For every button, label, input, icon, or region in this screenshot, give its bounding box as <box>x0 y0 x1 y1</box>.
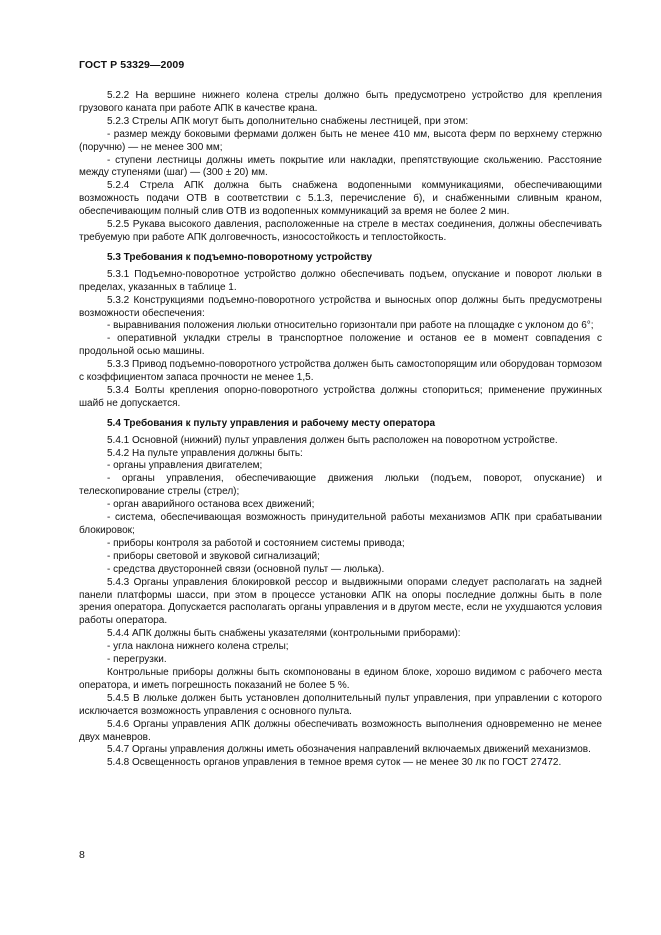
list-item: - выравнивания положения люльки относительно горизонтали при работе на площадке с уклоном до 6°; <box>107 320 594 332</box>
paragraph-5-2-4: 5.2.4 Стрела АПК должна быть снабжена водопенными коммуникациями, обеспечивающими возможность подачи ОТВ в соответствии с 5.1.3, перечисление б), и снабженными сливным краном, обеспечивающим полный слив ОТВ из водопенных коммуникаций за время не более 2 мин. <box>79 180 602 218</box>
paragraph-instruments: Контрольные приборы должны быть скомпонованы в едином блоке, хорошо видимом с рабочего места оператора, и иметь погрешность показаний не более 5 %. <box>79 666 602 691</box>
list-item: - ступени лестницы должны иметь покрытие или накладки, препятствующие скольжению. Расстояние между ступенями (шаг) — (300 ± 20) мм. <box>79 154 602 179</box>
paragraph-5-2-5: 5.2.5 Рукава высокого давления, расположенные на стреле в местах соединения, должны обеспечивать требуемую при работе АПК долговечность, износостойкость и теплостойкость. <box>79 219 602 243</box>
paragraph-5-4-2: 5.4.2 На пульте управления должны быть: <box>107 447 303 459</box>
list-item: - средства двусторонней связи (основной пульт — люлька). <box>107 563 385 575</box>
list-item: - органы управления, обеспечивающие движения люльки (подъем, поворот, опускание) и телескопирование стрелы (стрел); <box>79 473 602 498</box>
paragraph-5-4-6: 5.4.6 Органы управления АПК должны обеспечивать возможность выполнения одновременно не менее двух маневров. <box>79 718 602 743</box>
paragraph-5-4-7: 5.4.7 Органы управления должны иметь обозначения направлений включаемых движений механизмов. <box>107 744 591 756</box>
document-body <box>79 90 602 770</box>
paragraph-5-2-3: 5.2.3 Стрелы АПК могут быть дополнительно снабжены лестницей, при этом: <box>107 115 469 127</box>
list-item: - приборы контроля за работой и состоянием системы привода; <box>107 537 405 549</box>
list-item: - система, обеспечивающая возможность принудительной работы механизмов АПК при срабатывании блокировок; <box>79 512 602 536</box>
paragraph-5-3-4: 5.3.4 Болты крепления опорно-поворотного устройства должны стопориться; применение пружинных шайб не допускается. <box>79 384 602 409</box>
paragraph-5-3-1: 5.3.1 Подъемно-поворотное устройство должно обеспечивать подъем, опускание и поворот люльки в пределах, указанных в таблице 1. <box>79 268 602 293</box>
section-heading-5-4: 5.4 Требования к пульту управления и рабочему месту оператора <box>107 417 436 429</box>
list-item: - угла наклона нижнего колена стрелы; <box>107 641 289 653</box>
list-item: - перегрузки. <box>107 654 167 666</box>
paragraph-5-4-4: 5.4.4 АПК должны быть снабжены указателями (контрольными приборами): <box>107 628 461 640</box>
paragraph-5-2-2: 5.2.2 На вершине нижнего колена стрелы должно быть предусмотрено устройство для крепления грузового каната при работе АПК в качестве крана. <box>79 90 602 114</box>
paragraph-5-3-3: 5.3.3 Привод подъемно-поворотного устройства должен быть самостопорящим или оборудован тормозом с коэффициентом запаса прочности не менее 1,5. <box>79 359 602 384</box>
paragraph-5-3-2: 5.3.2 Конструкциями подъемно-поворотного устройства и выносных опор должны быть предусмотрены возможности обеспечения: <box>79 294 602 319</box>
list-item: - органы управления двигателем; <box>107 460 263 472</box>
list-item: - оперативной укладки стрелы в транспортное положение и останов ее в момент совпадения с продольной осью машины. <box>79 333 602 358</box>
paragraph-5-4-8: 5.4.8 Освещенность органов управления в темное время суток — не менее 30 лк по ГОСТ 27472. <box>107 757 562 769</box>
paragraph-5-4-5: 5.4.5 В люльке должен быть установлен дополнительный пульт управления, при управлении с которого исключается возможность управления с основного пульта. <box>79 692 602 717</box>
list-item: - размер между боковыми фермами должен быть не менее 410 мм, высота ферм по верхнему стержню (поручню) — не менее 300 мм; <box>79 128 602 153</box>
section-heading-5-3: 5.3 Требования к подъемно-поворотному устройству <box>107 251 373 263</box>
paragraph-5-4-3: 5.4.3 Органы управления блокировкой рессор и выдвижными опорами следует располагать на задней панели платформы шасси, при этом в процессе установки АПК на опоры последние должны быть в поле зрения оператора. Допускается располагать органы управления и в другом месте, если не ухудшаются условия работы оператора. <box>79 576 602 627</box>
list-item: - орган аварийного останова всех движений; <box>107 499 315 511</box>
list-item: - приборы световой и звуковой сигнализаций; <box>107 550 320 562</box>
paragraph-5-4-1: 5.4.1 Основной (нижний) пульт управления должен быть расположен на поворотном устройстве. <box>107 434 558 446</box>
document-header: ГОСТ Р 53329—2009 <box>79 59 185 71</box>
page-number: 8 <box>79 849 85 861</box>
